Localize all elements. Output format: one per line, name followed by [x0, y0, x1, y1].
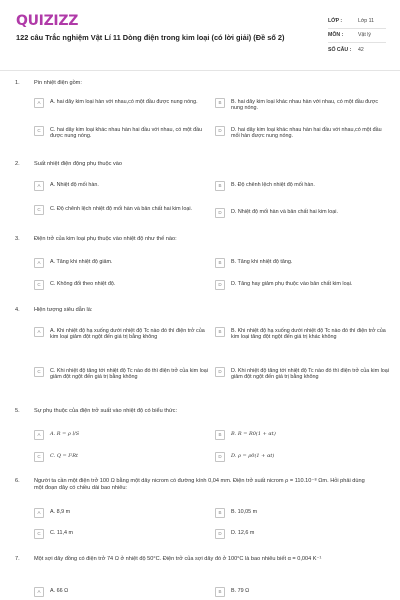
option-letter-box[interactable]: C [34, 205, 44, 215]
question-number: 6. [15, 478, 20, 484]
option-text: B. Khi nhiệt độ hạ xuống dưới nhiệt độ Tc nào đó thì điện trở của kim loại tăng đột ngột đến giá trị khác không [231, 327, 386, 341]
option-text: A. Nhiệt độ mối hàn. [50, 181, 99, 188]
option-text: A. 66 Ω [50, 587, 69, 594]
option-text: D. ρ = ρ0(1 + αt) [231, 452, 275, 459]
option-text: B. R = R0(1 + αt) [231, 430, 276, 437]
option-text: A. R = ρ l/S [50, 430, 80, 437]
option-letter-box[interactable]: B [215, 508, 225, 518]
option-letter-box[interactable]: B [215, 327, 225, 337]
question-text: Sự phụ thuộc của điện trở suất vào nhiệt độ có biểu thức: [34, 408, 178, 414]
option-letter-box[interactable]: D [215, 208, 225, 218]
option-letter-box[interactable]: C [34, 452, 44, 462]
option-letter-box[interactable]: B [215, 258, 225, 268]
option-text: B. 10,05 m [231, 508, 258, 515]
page-title: 122 câu Trắc nghiệm Vật Lí 11 Dòng điện trong kim loại (có lời giải) (Đề số 2) [16, 33, 285, 42]
option-letter-box[interactable]: A [34, 430, 44, 440]
option-text: A. Khi nhiệt độ hạ xuống dưới nhiệt độ Tc nào đó thì điện trở của kim loại giảm đột ngột đến giá trị bằng không [50, 327, 205, 341]
option-letter-box[interactable]: A [34, 181, 44, 191]
option-letter-box[interactable]: A [34, 258, 44, 268]
info-value: Vật lý [358, 32, 371, 39]
option-letter-box[interactable]: B [215, 98, 225, 108]
question-number: 2. [15, 161, 20, 167]
option-letter-box[interactable]: D [215, 529, 225, 539]
option-letter-box[interactable]: C [34, 367, 44, 377]
question-number: 4. [15, 307, 20, 313]
option-letter-box[interactable]: C [34, 126, 44, 136]
question-text: Người ta cần một điện trở 100 Ω bằng một dây nicrom có đường kính 0,04 mm. Điện trở suất nicrom ρ = 110.10⁻⁸ Ωm. Hỏi phải dùng một đoạn dây có chiều dài bao nhiêu: [34, 478, 365, 492]
header-divider [0, 70, 400, 71]
option-text: D. hai dây kim loại khác nhau hàn hai đầu với nhau,có một đầu mối hàn được nung nóng. [231, 126, 382, 140]
option-text: D. Nhiệt độ mối hàn và bản chất hai kim loại. [231, 208, 338, 215]
info-row-class [328, 14, 386, 29]
option-text: B. hai dây kim loại khác nhau hàn với nhau, có một đầu được nung nóng. [231, 98, 379, 112]
option-letter-box[interactable]: A [34, 587, 44, 597]
question-text: Một sợi dây đồng có điện trở 74 Ω ở nhiệt độ 50°C. Điện trở của sợi dây đó ở 100°C là bao nhiêu biết α = 0,004 K⁻¹ [34, 556, 322, 562]
option-text: D. 12,6 m [231, 529, 255, 536]
option-letter-box[interactable]: D [215, 280, 225, 290]
option-text: D. Khi nhiệt độ tăng tới nhiệt độ Tc nào đó thì điện trở của kim loại giảm đột ngột đến giá trị bằng không [231, 367, 389, 381]
option-letter-box[interactable]: A [34, 508, 44, 518]
option-text: C. Độ chênh lệch nhiệt độ mối hàn và bản chất hai kim loại. [50, 205, 193, 212]
option-text: A. 8,9 m [50, 508, 71, 515]
option-text: C. Khi nhiệt độ tăng tới nhiệt độ Tc nào đó thì điện trở của kim loại giảm đột ngột đến giá trị bằng không [50, 367, 208, 381]
option-letter-box[interactable]: D [215, 452, 225, 462]
question-text: Suất nhiệt điện động phụ thuộc vào [34, 161, 123, 167]
info-value: Lớp 11 [358, 17, 374, 24]
option-letter-box[interactable]: B [215, 430, 225, 440]
info-row-subject [328, 29, 386, 44]
info-value: 42 [358, 46, 364, 53]
option-text: C. hai dây kim loại khác nhau hàn hai đầu với nhau, có một đầu được nung nóng. [50, 126, 203, 140]
option-letter-box[interactable]: D [215, 126, 225, 136]
info-label: MÔN : [328, 32, 344, 39]
option-letter-box[interactable]: B [215, 181, 225, 191]
question-text: Pin nhiệt điện gồm: [34, 80, 82, 86]
option-letter-box[interactable]: A [34, 327, 44, 337]
option-text: A. hai dây kim loại hàn với nhau,có một đầu được nung nóng. [50, 98, 198, 105]
question-number: 7. [15, 556, 20, 562]
option-text: C. Q = I²Rt [50, 452, 79, 459]
option-letter-box[interactable]: B [215, 587, 225, 597]
option-text: B. Tăng khi nhiệt độ tăng. [231, 258, 293, 265]
option-letter-box[interactable]: A [34, 98, 44, 108]
option-text: C. 11,4 m [50, 529, 73, 536]
question-number: 1. [15, 80, 20, 86]
option-letter-box[interactable]: C [34, 529, 44, 539]
info-table [328, 14, 386, 57]
question-text: Điện trở của kim loại phụ thuộc vào nhiệt độ như thế nào: [34, 236, 177, 242]
question-number: 5. [15, 408, 20, 414]
info-label: LỚP : [328, 17, 343, 24]
info-label: SỐ CÂU : [328, 46, 352, 53]
question-number: 3. [15, 236, 20, 242]
option-text: B. 79 Ω [231, 587, 250, 594]
quizizz-logo: QUIZIZZ [16, 13, 79, 29]
option-text: D. Tăng hay giảm phụ thuộc vào bản chất kim loại. [231, 280, 353, 287]
option-text: B. Độ chênh lệch nhiệt độ mối hàn. [231, 181, 315, 188]
info-row-count [328, 43, 386, 57]
option-text: C. Không đổi theo nhiệt độ. [50, 280, 116, 287]
option-letter-box[interactable]: D [215, 367, 225, 377]
option-letter-box[interactable]: C [34, 280, 44, 290]
question-text: Hiện tượng siêu dẫn là: [34, 307, 93, 313]
option-text: A. Tăng khi nhiệt độ giảm. [50, 258, 113, 265]
